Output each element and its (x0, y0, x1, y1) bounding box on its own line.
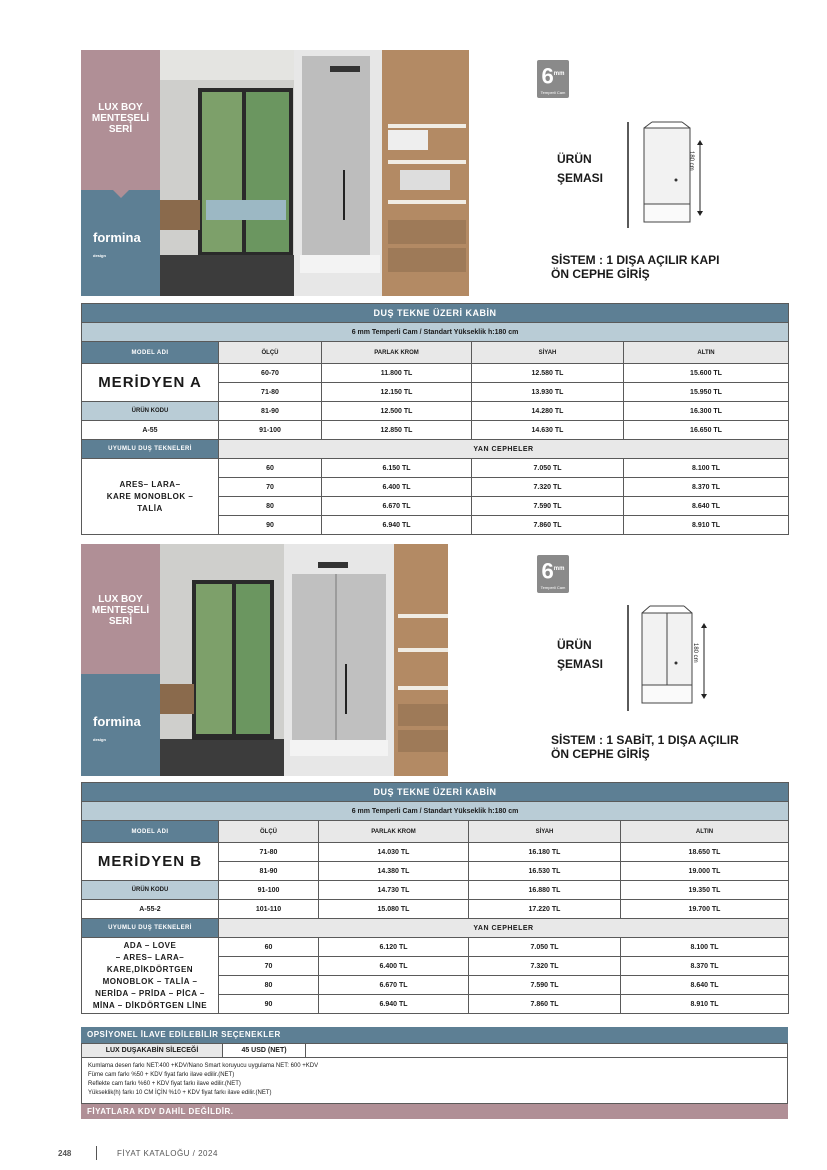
table-row: MERİDYEN B 71-80 14.030 TL 16.180 TL 18.650 TL (82, 843, 789, 862)
system-description-1: SİSTEM : 1 DIŞA AÇILIR KAPI ÖN CEPHE GİRİŞ (551, 253, 720, 281)
compat-label: UYUMLU DUŞ TEKNELERİ (82, 919, 219, 938)
col-model: MODEL ADI (82, 821, 219, 843)
glass-thickness-badge: $6^{mm}$ Temperli Cam (537, 555, 569, 593)
product-code: A-55 (82, 421, 219, 440)
hero-banner-1 (81, 50, 469, 296)
pricing-notes: Kumlama desen farkı NET:400 +KDV/Nano Smart koruyucu uygulama NET: 600 +KDV Füme cam farkı %50 + KDV fiyat farkı ilave edilir.(NET) Reflekte cam farkı %60 + KDV fiyat farkı ilave edilir.(NET) Yükseklik(h) farkı 10 CM İÇİN %10 + KDV fiyat farkı ilave edilir.(NET) (81, 1058, 788, 1104)
catalog-name: FİYAT KATALOĞU / 2024 (117, 1149, 218, 1158)
table-title: DUŞ TEKNE ÜZERİ KABİN (82, 304, 789, 323)
side-panels-label: YAN CEPHELER (219, 919, 789, 938)
option-item (81, 1043, 788, 1058)
table-row: ADA – LOVE – ARES– LARA– KARE,DİKDÖRTGEN MONOBLOK – TALİA – NERİDA – PRİDA – PİCA – MİNA – DİKDÖRTGEN LİNE 60 6.120 TL 7.050 TL 8.100 TL (82, 938, 789, 957)
table-row: ARES– LARA– KARE MONOBLOK – TALİA 60 6.150 TL 7.050 TL 8.100 TL (82, 459, 789, 478)
product-code: A-55-2 (82, 900, 219, 919)
col-gold: ALTIN (621, 821, 789, 843)
option-price: 45 USD (NET) (222, 1044, 306, 1057)
table-row: MERİDYEN A 60-70 11.800 TL 12.580 TL 15.600 TL (82, 364, 789, 383)
col-gold: ALTIN (624, 342, 789, 364)
table-row: ÜRÜN KODU 91-100 14.730 TL 16.880 TL 19.350 TL (82, 881, 789, 900)
hero-banner-2 (81, 544, 448, 776)
table-row: A-55-2 101-110 15.080 TL 17.220 TL 19.700 TL (82, 900, 789, 919)
col-size: ÖLÇÜ (219, 342, 322, 364)
col-model: MODEL ADI (82, 342, 219, 364)
side-panels-label: YAN CEPHELER (219, 440, 789, 459)
option-label: LUX DUŞAKABİN SİLECEĞİ (82, 1044, 222, 1057)
model-name: MERİDYEN B (82, 843, 219, 881)
schema-label: ÜRÜN ŞEMASI (557, 638, 604, 671)
series-label: LUX BOY MENTEŞELİ SERİ (91, 594, 150, 627)
table-row: 80 6.670 TL 7.590 TL 8.640 TL (82, 976, 789, 995)
col-size: ÖLÇÜ (219, 821, 319, 843)
table-row: 90 6.940 TL 7.860 TL 8.910 TL (82, 995, 789, 1014)
table-subtitle: 6 mm Temperli Cam / Standart Yükseklik h:180 cm (82, 802, 789, 821)
compat-label: UYUMLU DUŞ TEKNELERİ (82, 440, 219, 459)
col-black: SİYAH (472, 342, 624, 364)
options-title: OPSİYONEL İLAVE EDİLEBİLİR SEÇENEKLER (81, 1027, 788, 1043)
price-table-1 (81, 303, 789, 535)
bathroom-photo (160, 544, 448, 776)
schema-label: ÜRÜN ŞEMASI (557, 152, 604, 185)
table-row: A-55 91-100 12.850 TL 14.630 TL 16.650 TL (82, 421, 789, 440)
compatible-trays: ADA – LOVE – ARES– LARA– KARE,DİKDÖRTGEN MONOBLOK – TALİA – NERİDA – PRİDA – PİCA – MİNA – DİKDÖRTGEN LİNE (82, 938, 219, 1014)
height-dimension-1: 180 cm (688, 151, 694, 171)
table-row: 81-90 14.380 TL 16.530 TL 19.000 TL (82, 862, 789, 881)
table-title: DUŞ TEKNE ÜZERİ KABİN (82, 783, 789, 802)
code-label: ÜRÜN KODU (82, 402, 219, 421)
table-row: 71-80 12.150 TL 13.930 TL 15.950 TL (82, 383, 789, 402)
bathroom-photo (160, 50, 469, 296)
series-label: LUX BOY MENTEŞELİ SERİ (91, 102, 150, 135)
table-subtitle: 6 mm Temperli Cam / Standart Yükseklik h:180 cm (82, 323, 789, 342)
code-label: ÜRÜN KODU (82, 881, 219, 900)
compatible-trays: ARES– LARA– KARE MONOBLOK – TALİA (82, 459, 219, 535)
brand-logo: formina design (93, 230, 141, 258)
panel-arrow (113, 190, 129, 198)
glass-thickness-badge: $6^{mm}$ Temperli Cam (537, 60, 569, 98)
col-black: SİYAH (469, 821, 621, 843)
table-row: ÜRÜN KODU 81-90 12.500 TL 14.280 TL 16.300 TL (82, 402, 789, 421)
table-row: 70 6.400 TL 7.320 TL 8.370 TL (82, 957, 789, 976)
model-name: MERİDYEN A (82, 364, 219, 402)
table-row: 70 6.400 TL 7.320 TL 8.370 TL (82, 478, 789, 497)
page-number: 248 (58, 1149, 72, 1158)
footer-divider (96, 1146, 97, 1160)
system-description-2: SİSTEM : 1 SABİT, 1 DIŞA AÇILIR ÖN CEPHE GİRİŞ (551, 733, 739, 761)
table-row: 80 6.670 TL 7.590 TL 8.640 TL (82, 497, 789, 516)
table-row: 90 6.940 TL 7.860 TL 8.910 TL (82, 516, 789, 535)
product-schema-2 (624, 603, 718, 713)
product-schema-1 (624, 120, 714, 232)
price-table-2 (81, 782, 789, 1014)
col-chrome: PARLAK KROM (322, 342, 472, 364)
brand-logo: formina design (93, 714, 141, 742)
height-dimension-2: 180 cm (692, 643, 698, 663)
col-chrome: PARLAK KROM (319, 821, 469, 843)
vat-disclaimer: FİYATLARA KDV DAHİL DEĞİLDİR. (81, 1104, 788, 1119)
